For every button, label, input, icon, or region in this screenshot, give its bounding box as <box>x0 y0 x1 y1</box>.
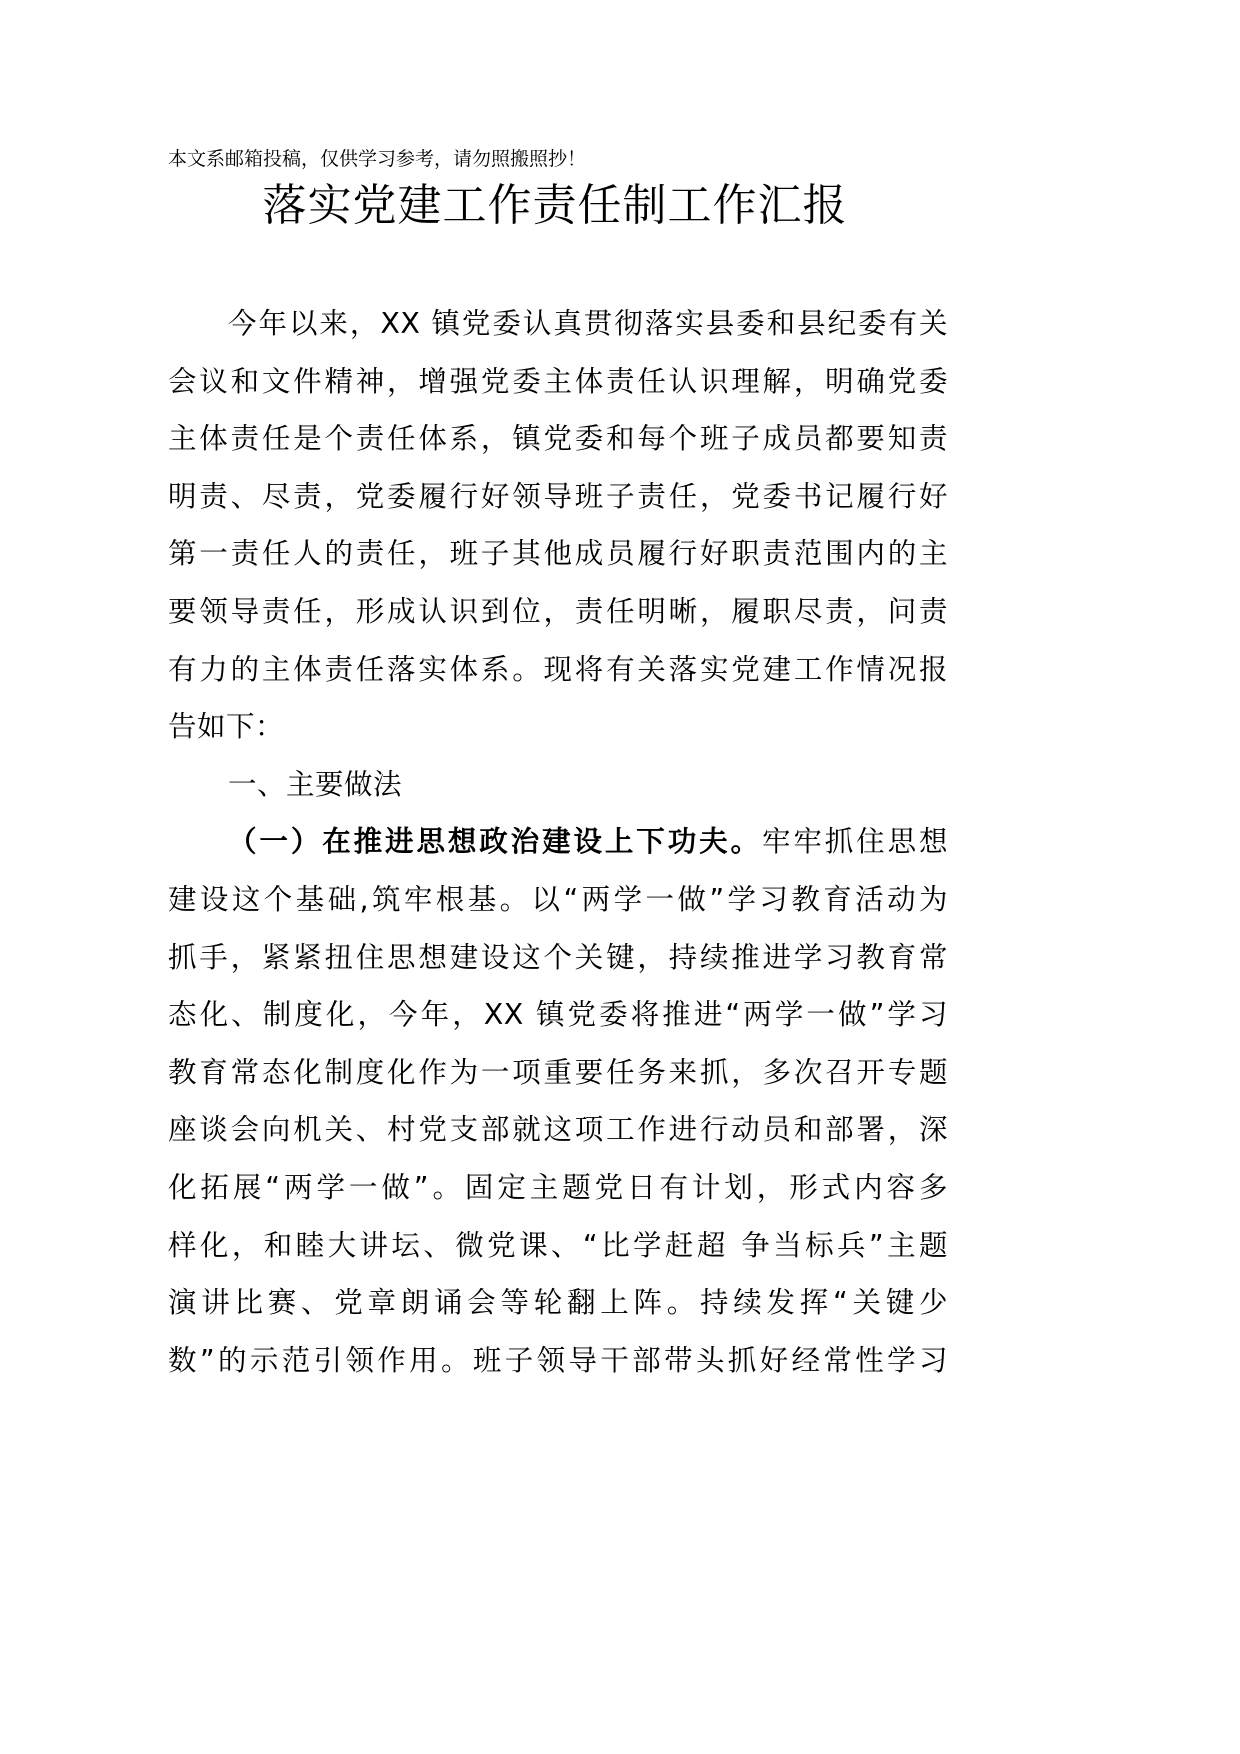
subsection-first-line <box>168 818 948 876</box>
subsection-heading: （一）在推进思想政治建设上下功夫。 <box>228 825 762 859</box>
paragraph-line: 抓手，紧紧扭住思想建设这个关键，持续推进学习教育常 <box>168 940 948 974</box>
section-heading: 一、主要做法 <box>228 767 403 801</box>
document-body <box>168 300 948 1394</box>
paragraph-line: 有力的主体责任落实体系。现将有关落实党建工作情况报 <box>168 652 948 686</box>
paragraph-line: 第一责任人的责任，班子其他成员履行好职责范围内的主 <box>168 537 948 571</box>
paragraph-line: 座谈会向机关、村党支部就这项工作进行动员和部署，深 <box>168 1113 948 1147</box>
document-title: 落实党建工作责任制工作汇报 <box>262 180 848 231</box>
paragraph-line: 主体责任是个责任体系，镇党委和每个班子成员都要知责 <box>168 422 948 456</box>
paragraph-line: 建设这个基础,筑牢根基。以“两学一做”学习教育活动为 <box>168 882 948 916</box>
paragraph-line: 明责、尽责，党委履行好领导班子责任，党委书记履行好 <box>168 479 948 513</box>
paragraph-line: 教育常态化制度化作为一项重要任务来抓，多次召开专题 <box>168 1055 948 1089</box>
paragraph-line: 今年以来，XX 镇党委认真贯彻落实县委和县纪委有关 <box>228 307 948 340</box>
subsection-first-line-text: 牢牢抓住思想 <box>761 825 948 859</box>
paragraph-line: 态化、制度化，今年，XX 镇党委将推进“两学一做”学习 <box>168 998 948 1032</box>
paragraph-line: 会议和文件精神，增强党委主体责任认识理解，明确党委 <box>168 364 948 398</box>
paragraph-line: 化拓展“两学一做”。固定主题党日有计划，形式内容多 <box>168 1170 948 1204</box>
paragraph-line: 样化，和睦大讲坛、微党课、“比学赶超 争当标兵”主题 <box>168 1228 948 1262</box>
submission-notice: 本文系邮箱投稿，仅供学习参考，请勿照搬照抄！ <box>168 148 587 170</box>
paragraph-line: 演讲比赛、党章朗诵会等轮翻上阵。持续发挥“关键少 <box>168 1286 948 1320</box>
paragraph-line: 告如下： <box>168 710 285 744</box>
paragraph-line: 数”的示范引领作用。班子领导干部带头抓好经常性学习 <box>168 1343 948 1377</box>
paragraph-line: 要领导责任，形成认识到位，责任明晰，履职尽责，问责 <box>168 594 948 628</box>
